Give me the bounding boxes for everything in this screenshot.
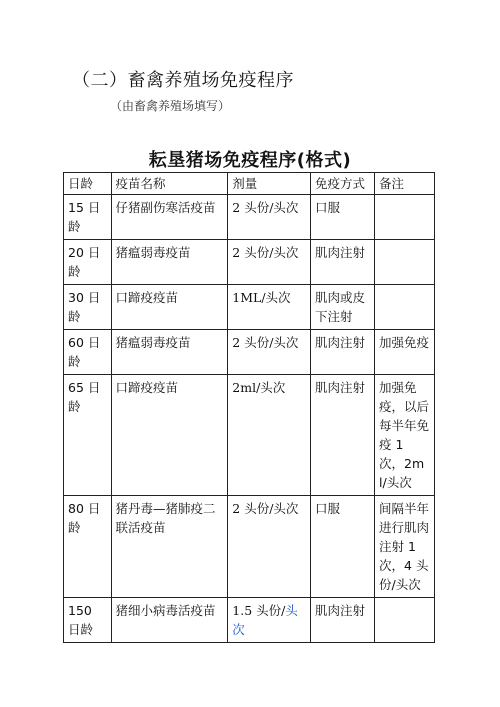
cell-vaccine: 猪瘟弱毒疫苗 — [111, 240, 228, 285]
cell-note: 间隔半年进行肌肉注射 1 次，4 头份/头次 — [375, 496, 435, 598]
section-heading: （二）畜禽养殖场免疫程序 — [72, 70, 294, 91]
cell-age: 60 日龄 — [64, 330, 112, 375]
cell-vaccine: 猪瘟弱毒疫苗 — [111, 330, 228, 375]
cell-method: 肌肉注射 — [310, 598, 374, 643]
cell-dose: 2 头份/头次 — [228, 330, 311, 375]
cell-note — [375, 285, 435, 330]
header-dose: 剂量 — [228, 173, 311, 195]
table-row — [64, 285, 435, 330]
table-header-row — [64, 173, 435, 195]
table-row — [64, 496, 435, 598]
cell-method: 肌肉注射 — [310, 330, 374, 375]
table-row — [64, 330, 435, 375]
immunization-table — [63, 172, 435, 643]
table-row — [64, 598, 435, 643]
header-note: 备注 — [375, 173, 435, 195]
cell-method: 肌肉注射 — [310, 240, 374, 285]
cell-dose: 2 头份/头次 — [228, 240, 311, 285]
cell-method: 口服 — [310, 195, 374, 240]
cell-vaccine: 猪丹毒—猪肺疫二联活疫苗 — [111, 496, 228, 598]
cell-age: 65 日龄 — [64, 375, 112, 496]
cell-dose: 2ml/头次 — [228, 375, 311, 496]
cell-vaccine: 口蹄疫疫苗 — [111, 375, 228, 496]
header-vaccine: 疫苗名称 — [111, 173, 228, 195]
cell-dose: 2 头份/头次 — [228, 496, 311, 598]
cell-vaccine: 口蹄疫疫苗 — [111, 285, 228, 330]
cell-method: 肌肉注射 — [310, 375, 374, 496]
cell-age: 80 日龄 — [64, 496, 112, 598]
cell-dose — [228, 598, 311, 643]
cell-age: 15 日龄 — [64, 195, 112, 240]
cell-note — [375, 598, 435, 643]
cell-method: 口服 — [310, 496, 374, 598]
cell-note: 加强免疫 — [375, 330, 435, 375]
header-age: 日龄 — [64, 173, 112, 195]
document-title: 耘垦猪场免疫程序(格式) — [148, 150, 352, 171]
cell-dose: 2 头份/头次 — [228, 195, 311, 240]
section-subheading: （由畜禽养殖场填写） — [110, 99, 231, 113]
dose-part-blue: 头次 — [232, 603, 298, 637]
cell-vaccine: 仔猪副伤寒活疫苗 — [111, 195, 228, 240]
cell-note — [375, 195, 435, 240]
table-row — [64, 195, 435, 240]
cell-dose: 1ML/头次 — [228, 285, 311, 330]
cell-vaccine: 猪细小病毒活疫苗 — [111, 598, 228, 643]
table-row — [64, 375, 435, 496]
header-method: 免疫方式 — [310, 173, 374, 195]
dose-part: 1.5 头份/ — [232, 603, 286, 618]
cell-note: 加强免疫，以后每半年免疫 1 次，2ml/头次 — [375, 375, 435, 496]
table-row — [64, 240, 435, 285]
cell-age: 20 日龄 — [64, 240, 112, 285]
cell-note — [375, 240, 435, 285]
cell-method: 肌肉或皮下注射 — [310, 285, 374, 330]
cell-age: 30 日龄 — [64, 285, 112, 330]
cell-age: 150 日龄 — [64, 598, 112, 643]
